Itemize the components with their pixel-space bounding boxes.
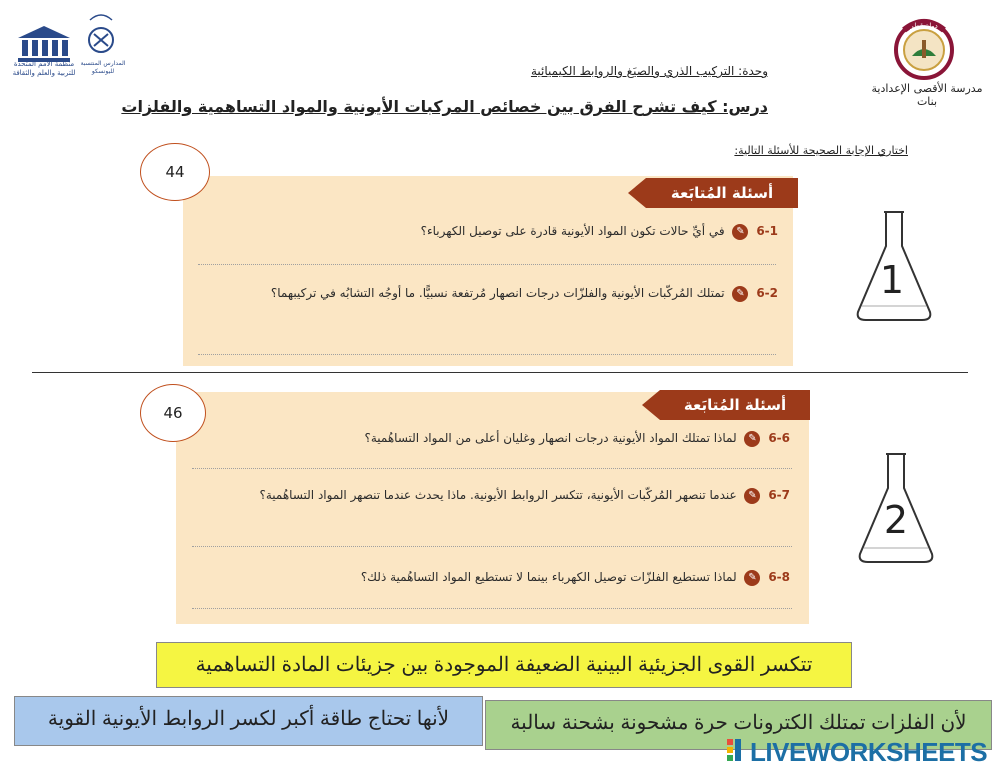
- question-icon: ✎: [744, 570, 760, 586]
- question-text: تمتلك المُركّبات الأيونية والفلزّات درجات انصهار مُرتفعة نسبيًّا. ما أوجُه التشابُه في تركيبهما؟: [270, 286, 725, 300]
- answer-option-green[interactable]: لأن الفلزات تمتلك الكترونات حرة مشحونة بشحنة سالبة: [485, 700, 992, 750]
- liveworksheets-mark-icon: [726, 737, 748, 763]
- liveworksheets-logo: [726, 737, 987, 768]
- question-6-1: [218, 218, 778, 244]
- unesco-text: منظمة الأمم المتحدة للتربية والعلم والثقافة: [12, 60, 76, 77]
- question-number: 6-8: [768, 570, 790, 584]
- lesson-title: درس: كيف تشرح الفرق بين خصائص المركبات الأيونية والمواد التساهمية والفلزات: [121, 97, 768, 116]
- page-number-44: 44: [140, 143, 210, 201]
- answer-option-yellow[interactable]: تتكسر القوى الجزيئية البينية الضعيفة الموجودة بين جزيئات المادة التساهمية: [156, 642, 852, 688]
- question-6-2: [218, 280, 778, 306]
- question-number: 6-6: [768, 431, 790, 445]
- question-text: عندما تنصهر المُركّبات الأيونية، تتكسر الروابط الأيونية. ماذا يحدث عندما تنصهر المواد التساهُمية؟: [259, 488, 737, 502]
- answer-line: [192, 546, 792, 547]
- school-logo: [884, 12, 964, 82]
- question-6-7: [210, 482, 790, 508]
- network-text: المدارس المنتسبة لليونسكو: [80, 60, 126, 75]
- page-number-46: 46: [140, 384, 206, 442]
- question-icon: ✎: [744, 488, 760, 504]
- school-logo-text: دولة قطر: [910, 22, 938, 30]
- question-text: لماذا تستطيع الفلزّات توصيل الكهرباء بينما لا تستطيع المواد التساهُمية ذلك؟: [360, 570, 737, 584]
- flask-number-2: 2: [883, 498, 909, 542]
- question-icon: ✎: [732, 224, 748, 240]
- question-number: 6-7: [768, 488, 790, 502]
- school-name: مدرسة الأقصى الإعدادية بنات: [871, 82, 983, 108]
- section-divider: [32, 372, 968, 373]
- question-number: 6-1: [756, 224, 778, 238]
- answer-line: [192, 468, 792, 469]
- section1-banner: أسئلة المُتابَعة: [646, 178, 798, 208]
- answer-line: [192, 608, 792, 609]
- answer-line: [198, 264, 776, 265]
- unit-title: وحدة: التركيب الذري والصيَغ والروابط الكيميائية: [530, 64, 768, 78]
- question-6-6: [210, 425, 790, 451]
- question-number: 6-2: [756, 286, 778, 300]
- answer-line: [198, 354, 776, 355]
- section2-banner: أسئلة المُتابَعة: [660, 390, 810, 420]
- question-text: لماذا تمتلك المواد الأيونية درجات انصهار وغليان أعلى من المواد التساهُمية؟: [364, 431, 737, 445]
- brand-text: LIVEWORKSHEETS: [750, 737, 988, 767]
- question-icon: ✎: [744, 431, 760, 447]
- question-icon: ✎: [732, 286, 748, 302]
- instruction: اختاري الإجابة الصحيحة للأسئلة التالية:: [734, 144, 908, 157]
- answer-option-blue[interactable]: لأنها تحتاج طاقة أكبر لكسر الروابط الأيونية القوية: [14, 696, 483, 746]
- question-text: في أيِّ حالات تكون المواد الأيونية قادرة على توصيل الكهرباء؟: [420, 224, 725, 238]
- question-6-8: [210, 564, 790, 590]
- flask-number-1: 1: [879, 258, 905, 302]
